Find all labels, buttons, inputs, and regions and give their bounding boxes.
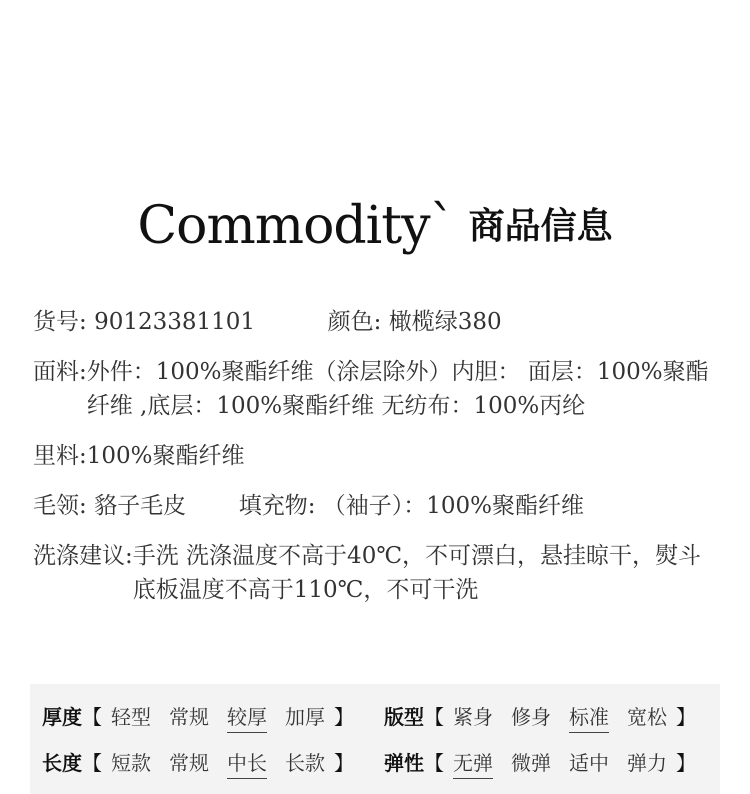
spec-table — [30, 684, 720, 794]
bracket-close: 】 — [676, 751, 696, 775]
spec-elasticity-label: 弹性 — [384, 751, 424, 775]
bracket-close: 】 — [676, 705, 696, 729]
spec-option: 短款 — [111, 751, 151, 775]
wash-value: 手洗 洗涤温度不高于40℃，不可漂白，悬挂晾干，熨斗底板温度不高于110℃，不可干洗 — [132, 543, 702, 603]
spec-length — [42, 747, 354, 779]
spec-option-selected: 标准 — [569, 701, 609, 733]
lining-label: 里料: — [33, 443, 87, 469]
wash-label: 洗涤建议: — [33, 543, 133, 569]
bracket-open: 【 — [424, 751, 444, 775]
product-info — [33, 305, 723, 623]
spec-option: 适中 — [569, 751, 609, 775]
sku-value: 90123381101 — [94, 309, 256, 335]
spec-elasticity — [384, 747, 696, 779]
spec-option: 宽松 — [627, 705, 667, 729]
fabric-label: 面料: — [33, 359, 87, 385]
spec-thickness-label: 厚度 — [42, 705, 82, 729]
spec-length-label: 长度 — [42, 751, 82, 775]
collar-label: 毛领: — [33, 493, 87, 519]
filling-label: 填充物: — [238, 493, 316, 519]
bracket-open: 【 — [82, 705, 102, 729]
spec-option-selected: 无弹 — [453, 747, 493, 779]
spec-fit — [384, 701, 696, 733]
lining-row — [33, 439, 723, 473]
spec-option: 弹力 — [627, 751, 667, 775]
bracket-open: 【 — [82, 751, 102, 775]
spec-option-selected: 较厚 — [227, 701, 267, 733]
spec-option: 轻型 — [111, 705, 151, 729]
spec-thickness — [42, 701, 354, 733]
spec-option: 加厚 — [285, 705, 325, 729]
fabric-row — [33, 355, 723, 423]
spec-option: 修身 — [511, 705, 551, 729]
spec-option: 常规 — [169, 705, 209, 729]
color-label: 颜色: — [327, 309, 382, 335]
bracket-open: 【 — [424, 705, 444, 729]
lining-value: 100%聚酯纤维 — [86, 443, 245, 469]
filling-value: （袖子）：100%聚酯纤维 — [322, 493, 585, 519]
spec-option: 紧身 — [453, 705, 493, 729]
collar-value: 貉子毛皮 — [94, 493, 187, 519]
sku-color-row — [33, 305, 723, 339]
header-title-chinese: 商品信息 — [468, 206, 613, 247]
bracket-close: 】 — [334, 751, 354, 775]
section-header — [0, 196, 750, 256]
spec-option: 长款 — [285, 751, 325, 775]
spec-line-2 — [42, 747, 696, 779]
spec-line-1 — [42, 701, 696, 733]
spec-option: 微弹 — [511, 751, 551, 775]
spec-option-selected: 中长 — [227, 747, 267, 779]
wash-row — [33, 539, 723, 607]
fabric-value: 外件：100%聚酯纤维（涂层除外）内胆： 面层：100%聚酯纤维 ,底层：100%聚酯纤维 无纺布：100%丙纶 — [86, 359, 709, 419]
header-title-english: Commodity` — [137, 196, 455, 256]
collar-filling-row — [33, 489, 723, 523]
color-value: 橄榄绿380 — [388, 309, 502, 335]
spec-fit-label: 版型 — [384, 705, 424, 729]
spec-option: 常规 — [169, 751, 209, 775]
bracket-close: 】 — [334, 705, 354, 729]
sku-label: 货号: — [33, 309, 87, 335]
